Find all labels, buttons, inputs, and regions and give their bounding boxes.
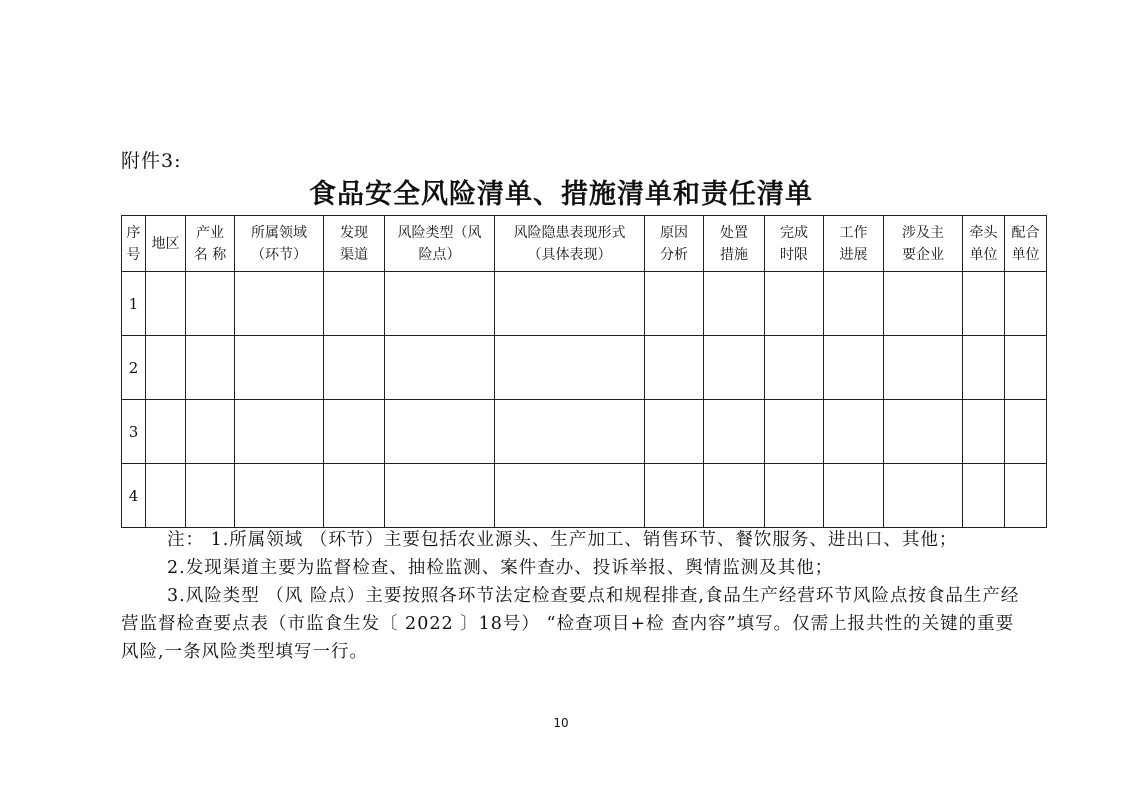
table-cell	[495, 272, 645, 336]
column-header-line: 风险类型（风	[397, 224, 482, 241]
column-header	[1005, 216, 1047, 272]
table-cell	[1005, 336, 1047, 400]
table-cell	[824, 272, 884, 336]
column-header-line: 措施	[720, 246, 748, 263]
column-header-line: （具体表现）	[527, 246, 612, 263]
column-header-line: 产业	[196, 224, 224, 241]
table-cell	[1005, 400, 1047, 464]
table-cell	[824, 400, 884, 464]
table-cell	[186, 464, 235, 528]
column-header-line: 号	[126, 246, 141, 263]
risk-table	[121, 215, 1047, 528]
table-cell	[645, 336, 704, 400]
column-header	[495, 216, 645, 272]
page-number: 10	[553, 716, 569, 730]
column-header-line: 原因	[660, 224, 688, 241]
table-cell	[1005, 464, 1047, 528]
column-header-line: 险点）	[418, 246, 461, 263]
table-cell	[884, 272, 963, 336]
table-cell	[963, 336, 1005, 400]
table-cell	[235, 336, 324, 400]
column-header-line: 工作	[839, 224, 868, 241]
table-cell	[765, 272, 824, 336]
table-cell	[235, 464, 324, 528]
table-row	[122, 336, 1047, 400]
column-header	[824, 216, 884, 272]
table-cell	[645, 400, 704, 464]
table-cell	[324, 400, 385, 464]
table-cell	[186, 272, 235, 336]
table-cell	[146, 272, 186, 336]
table-cell	[704, 336, 765, 400]
table-cell	[146, 400, 186, 464]
table-cell	[884, 336, 963, 400]
notes-section	[121, 526, 1021, 666]
row-number: 2	[122, 336, 146, 400]
table-row	[122, 464, 1047, 528]
table-cell	[1005, 272, 1047, 336]
column-header	[122, 216, 146, 272]
row-number: 3	[122, 400, 146, 464]
column-header-line: 地区	[151, 235, 180, 252]
table-cell	[884, 464, 963, 528]
table-cell	[146, 336, 186, 400]
table-cell	[963, 464, 1005, 528]
column-header-line: 进展	[839, 246, 868, 263]
table-cell	[963, 272, 1005, 336]
column-header	[765, 216, 824, 272]
column-header-line: 单位	[969, 246, 998, 263]
page-title: 食品安全风险清单、措施清单和责任清单	[309, 179, 813, 210]
table-cell	[385, 400, 495, 464]
column-header	[645, 216, 704, 272]
table-row	[122, 400, 1047, 464]
row-number: 4	[122, 464, 146, 528]
column-header	[186, 216, 235, 272]
table-cell	[324, 336, 385, 400]
column-header-line: （环节）	[251, 246, 307, 263]
column-header-line: 处置	[720, 224, 748, 241]
table-cell	[704, 400, 765, 464]
table-cell	[495, 400, 645, 464]
column-header	[385, 216, 495, 272]
column-header-line: 要企业	[902, 246, 944, 263]
table-cell	[324, 272, 385, 336]
table-cell	[824, 336, 884, 400]
table-cell	[186, 400, 235, 464]
note-3: 3.风险类型 （风 险点）主要按照各环节法定检查要点和规程排查,食品生产经营环节风险点按食品生产经营监督检查要点表（市监食生发〔 2022 〕18号） “检查项目+检 查内容”填写。仅需上报共性的关键的重要风险,一条风险类型填写一行。	[121, 586, 1020, 662]
column-header	[324, 216, 385, 272]
table-cell	[765, 464, 824, 528]
table-cell	[385, 336, 495, 400]
column-header	[884, 216, 963, 272]
column-header-line: 涉及主	[902, 224, 944, 241]
note-1: 注： 1.所属领域 （环节）主要包括农业源头、生产加工、销售环节、餐饮服务、进出口、其他；	[167, 530, 958, 550]
table-cell	[235, 400, 324, 464]
column-header	[235, 216, 324, 272]
table-cell	[385, 272, 495, 336]
table-cell	[704, 464, 765, 528]
table-cell	[645, 272, 704, 336]
table-row	[122, 272, 1047, 336]
column-header-line: 发现	[340, 224, 368, 241]
column-header	[146, 216, 186, 272]
table-cell	[704, 272, 765, 336]
table-cell	[324, 464, 385, 528]
table-cell	[146, 464, 186, 528]
table-cell	[385, 464, 495, 528]
table-cell	[235, 272, 324, 336]
column-header-line: 配合	[1011, 224, 1040, 241]
table-cell	[824, 464, 884, 528]
column-header-line: 单位	[1011, 246, 1040, 263]
column-header	[704, 216, 765, 272]
table-header-row	[122, 216, 1047, 272]
table-cell	[765, 400, 824, 464]
column-header-line: 渠道	[340, 246, 368, 263]
attachment-label: 附件3:	[121, 150, 182, 172]
table-cell	[495, 464, 645, 528]
column-header-line: 时限	[780, 246, 808, 263]
note-2: 2.发现渠道主要为监督检查、抽检监测、案件查办、投诉举报、舆情监测及其他；	[167, 558, 834, 578]
table-cell	[963, 400, 1005, 464]
column-header-line: 序	[126, 224, 141, 241]
table-cell	[765, 336, 824, 400]
column-header	[963, 216, 1005, 272]
table-cell	[645, 464, 704, 528]
column-header-line: 完成	[780, 224, 808, 241]
column-header-line: 牵头	[969, 224, 998, 241]
table-cell	[884, 400, 963, 464]
column-header-line: 分析	[660, 246, 688, 263]
column-header-line: 名 称	[193, 246, 227, 263]
table-cell	[186, 336, 235, 400]
column-header-line: 所属领域	[251, 224, 307, 241]
column-header-line: 风险隐患表现形式	[513, 224, 626, 241]
row-number: 1	[122, 272, 146, 336]
table-cell	[495, 336, 645, 400]
